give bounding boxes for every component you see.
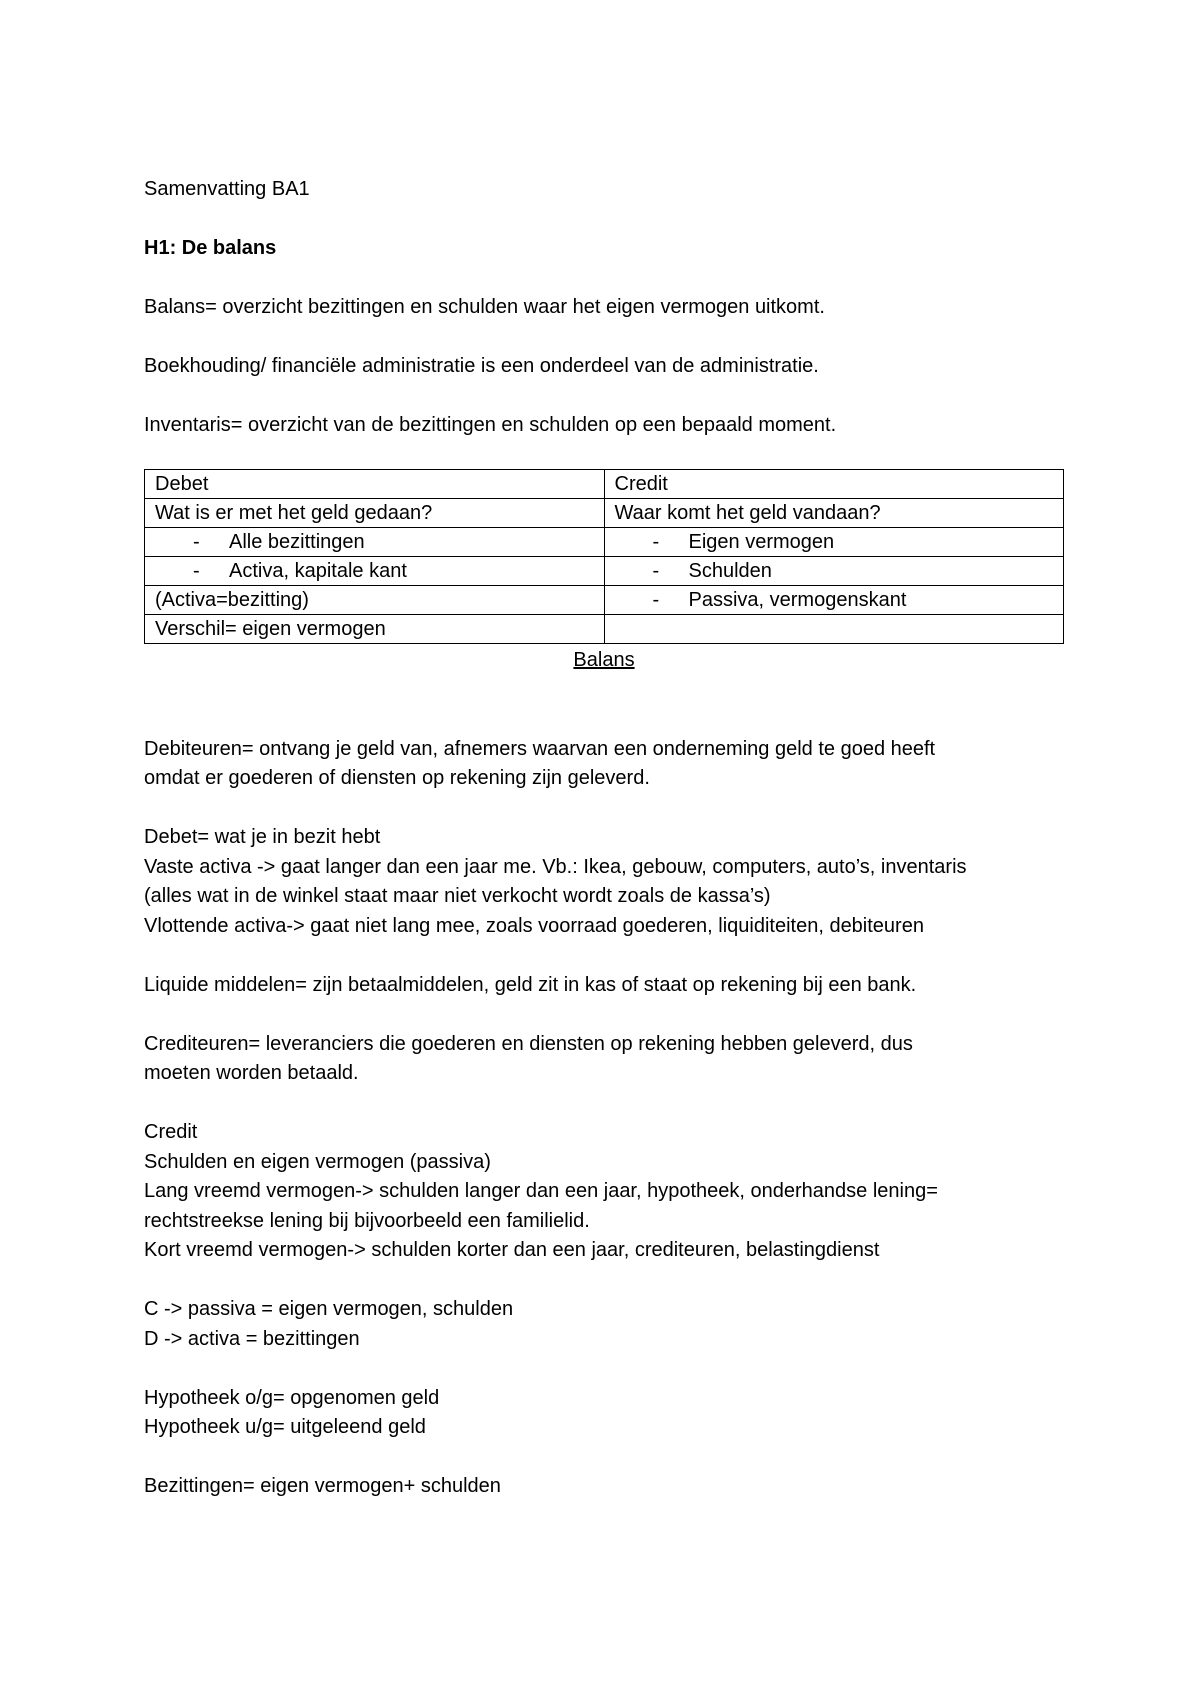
document-title: Samenvatting BA1 <box>144 178 310 200</box>
paragraph-inventaris: Inventaris= overzicht van de bezittingen en schulden op een bepaald moment. <box>144 414 837 436</box>
document-content <box>144 175 1064 1502</box>
list-bullet: - <box>652 560 660 582</box>
text-line: Hypotheek o/g= opgenomen geld <box>144 1386 440 1409</box>
section-heading: H1: De balans <box>144 237 277 259</box>
credit-block <box>144 1118 1064 1266</box>
table-cell <box>145 557 605 586</box>
text-line: D -> activa = bezittingen <box>144 1327 360 1350</box>
text-line: rechtstreekse lening bij bijvoorbeeld een familielid. <box>144 1209 590 1232</box>
text-line: Vlottende activa-> gaat niet lang mee, zoals voorraad goederen, liquiditeiten, debiteuren <box>144 914 924 937</box>
list-bullet: - <box>193 531 200 553</box>
text-line: Kort vreemd vermogen-> schulden korter dan een jaar, crediteuren, belastingdienst <box>144 1239 880 1261</box>
table-row <box>145 528 1064 557</box>
text-line: Vaste activa -> gaat langer dan een jaar me. Vb.: Ikea, gebouw, computers, auto’s, inventaris <box>144 855 967 878</box>
list-bullet: - <box>652 531 660 553</box>
table-cell: (Activa=bezitting) <box>145 586 605 615</box>
table-cell-text: Eigen vermogen <box>688 531 835 553</box>
table-cell <box>604 586 1064 615</box>
text-line: moeten worden betaald. <box>144 1062 359 1084</box>
paragraph-debiteuren <box>144 735 1064 794</box>
hypotheek-block <box>144 1384 1064 1443</box>
paragraph-crediteuren <box>144 1030 1064 1089</box>
table-row <box>145 586 1064 615</box>
table-row <box>145 499 1064 528</box>
list-bullet: - <box>652 589 660 611</box>
text-line: C -> passiva = eigen vermogen, schulden <box>144 1298 514 1320</box>
table-header-debet: Debet <box>145 470 605 499</box>
text-line: Debiteuren= ontvang je geld van, afnemers waarvan een onderneming geld te goed heeft <box>144 737 936 760</box>
spacer <box>144 676 1064 735</box>
table-caption: Balans <box>573 649 635 671</box>
list-bullet: - <box>193 560 200 582</box>
text-line: Lang vreemd vermogen-> schulden langer dan een jaar, hypotheek, onderhandse lening= <box>144 1180 938 1202</box>
text-line: Hypotheek u/g= uitgeleend geld <box>144 1416 426 1438</box>
balans-table <box>144 469 1064 644</box>
table-cell <box>604 615 1064 644</box>
paragraph-balans: Balans= overzicht bezittingen en schulden waar het eigen vermogen uitkomt. <box>144 296 825 318</box>
table-header-row <box>145 470 1064 499</box>
text-line: Crediteuren= leveranciers die goederen en diensten op rekening hebben geleverd, dus <box>144 1032 913 1055</box>
paragraph-boekhouding: Boekhouding/ financiële administratie is een onderdeel van de administratie. <box>144 355 819 377</box>
table-cell <box>145 528 605 557</box>
cd-block <box>144 1295 1064 1354</box>
paragraph-bezittingen: Bezittingen= eigen vermogen+ schulden <box>144 1475 501 1497</box>
debet-block <box>144 823 1064 941</box>
table-cell: Wat is er met het geld gedaan? <box>145 499 605 528</box>
table-cell: Waar komt het geld vandaan? <box>604 499 1064 528</box>
table-cell <box>604 557 1064 586</box>
text-line: Credit <box>144 1121 198 1143</box>
table-header-credit: Credit <box>604 470 1064 499</box>
table-row <box>145 557 1064 586</box>
text-line: (alles wat in de winkel staat maar niet verkocht wordt zoals de kassa’s) <box>144 885 771 907</box>
table-cell: Verschil= eigen vermogen <box>145 615 605 644</box>
table-cell-text: Activa, kapitale kant <box>229 560 407 582</box>
table-row <box>145 615 1064 644</box>
paragraph-liquide: Liquide middelen= zijn betaalmiddelen, geld zit in kas of staat op rekening bij een bank. <box>144 973 917 996</box>
table-cell-text: Schulden <box>688 560 772 582</box>
table-cell-text: Passiva, vermogenskant <box>688 589 907 611</box>
text-line: Debet= wat je in bezit hebt <box>144 826 381 848</box>
text-line: Schulden en eigen vermogen (passiva) <box>144 1150 491 1173</box>
table-cell <box>604 528 1064 557</box>
table-cell-text: Alle bezittingen <box>229 531 365 553</box>
text-line: omdat er goederen of diensten op rekening zijn geleverd. <box>144 767 650 789</box>
